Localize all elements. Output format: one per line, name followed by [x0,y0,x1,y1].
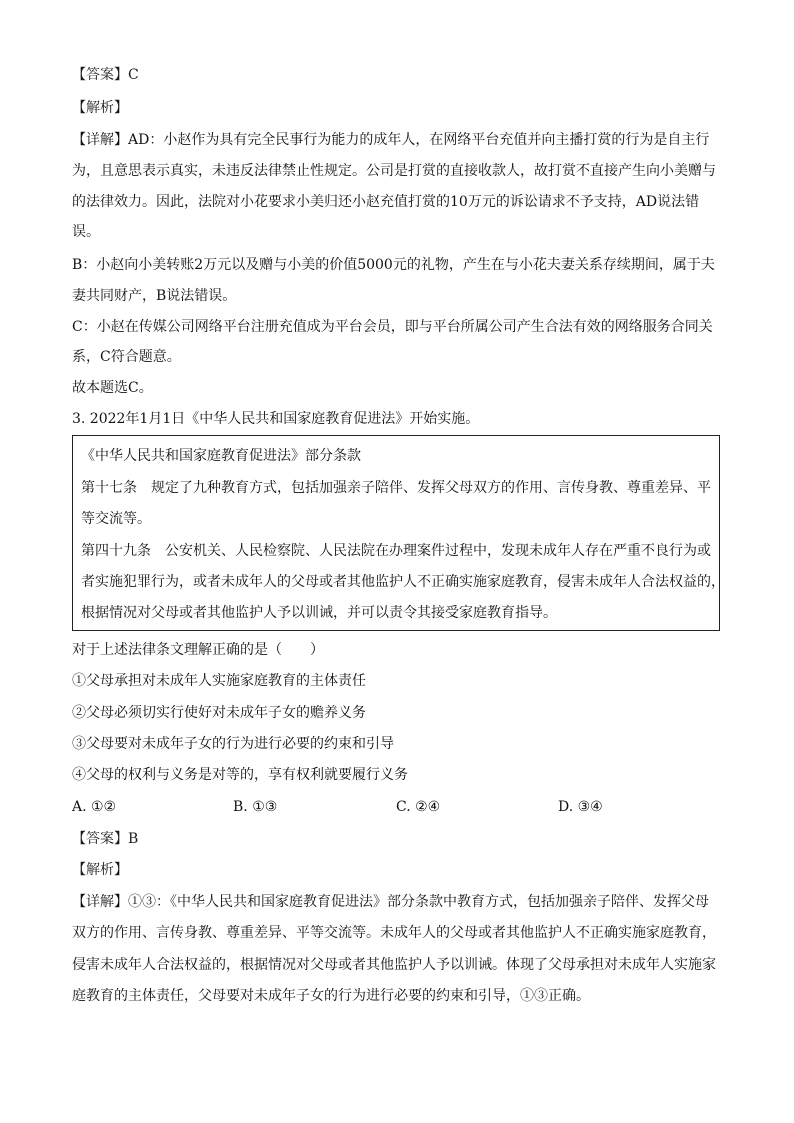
statement-3: ③父母要对未成年子女的行为进行必要的约束和引导 [72,736,394,752]
statement-4: ④父母的权利与义务是对等的，享有权利就要履行义务 [72,767,408,783]
q2-analysis-heading: 【解析】 [72,100,128,116]
option-b: B. ①③ [233,799,278,815]
q2-detail-line: 故本题选C。 [72,380,153,396]
q3-question: 对于上述法律条文理解正确的是（ ） [72,642,324,658]
q3-detail-line: 庭教育的主体责任，父母要对未成年子女的行为进行必要的约束和引导，①③正确。 [72,988,590,1004]
q2-answer: 【答案】C [72,67,139,83]
q3-detail-line: 双方的作用、言传身教、尊重差异、平等交流等。未成年人的父母或者其他监护人不正确实施家庭教育， [72,925,716,941]
q3-analysis-heading: 【解析】 [72,862,128,878]
q2-detail-line: 系，C符合题意。 [72,349,181,365]
q3-answer: 【答案】B [72,831,139,847]
law-excerpt-line: 第四十九条 公安机关、人民检察院、人民法院在办理案件过程中，发现未成年人存在严重不良行为或 [81,543,711,559]
q2-detail-line: 妻共同财产，B说法错误。 [72,288,237,304]
law-excerpt-title: 《中华人民共和国家庭教育促进法》部分条款 [81,448,361,464]
law-excerpt-line: 等交流等。 [81,511,151,527]
law-excerpt-line: 根据情况对父母或者其他监护人予以训诫，并可以责令其接受家庭教育指导。 [81,605,557,621]
q2-detail-line: 的法律效力。因此，法院对小花要求小美归还小赵充值打赏的10万元的诉讼请求不予支持，AD说法错 [72,194,700,210]
statement-1: ①父母承担对未成年人实施家庭教育的主体责任 [72,673,366,689]
law-excerpt-line: 者实施犯罪行为，或者未成年人的父母或者其他监护人不正确实施家庭教育，侵害未成年人合法权益的， [81,574,725,590]
q2-detail-line: 为，且意思表示真实，未违反法律禁止性规定。公司是打赏的直接收款人，故打赏不直接产生向小美赠与 [72,163,716,179]
statement-2: ②父母必须切实行使好对未成年子女的赡养义务 [72,705,366,721]
q2-detail-line: C：小赵在传媒公司网络平台注册充值成为平台会员，即与平台所属公司产生合法有效的网络服务合同关 [72,319,713,335]
q3-stem: 3. 2022年1月1日《中华人民共和国家庭教育促进法》开始实施。 [72,411,480,427]
q2-detail-line: 【详解】AD：小赵作为具有完全民事行为能力的成年人，在网络平台充值并向主播打赏的行为是自主行 [72,132,710,148]
q2-detail-line: 误。 [72,224,100,240]
option-d: D. ③④ [558,799,603,815]
option-c: C. ②④ [396,799,441,815]
q3-detail-line: 【详解】①③：《中华人民共和国家庭教育促进法》部分条款中教育方式，包括加强亲子陪伴、发挥父母 [72,894,709,910]
q3-detail-line: 侵害未成年人合法权益的，根据情况对父母或者其他监护人予以训诫。体现了父母承担对未成年人实施家 [72,957,716,973]
law-excerpt-line: 第十七条 规定了九种教育方式，包括加强亲子陪伴、发挥父母双方的作用、言传身教、尊重差异、平 [81,480,711,496]
option-a: A. ①② [72,799,117,815]
law-excerpt-box [72,435,725,631]
q2-detail-line: B：小赵向小美转账2万元以及赠与小美的价值5000元的礼物，产生在与小花夫妻关系存续期间，属于夫 [72,257,715,273]
